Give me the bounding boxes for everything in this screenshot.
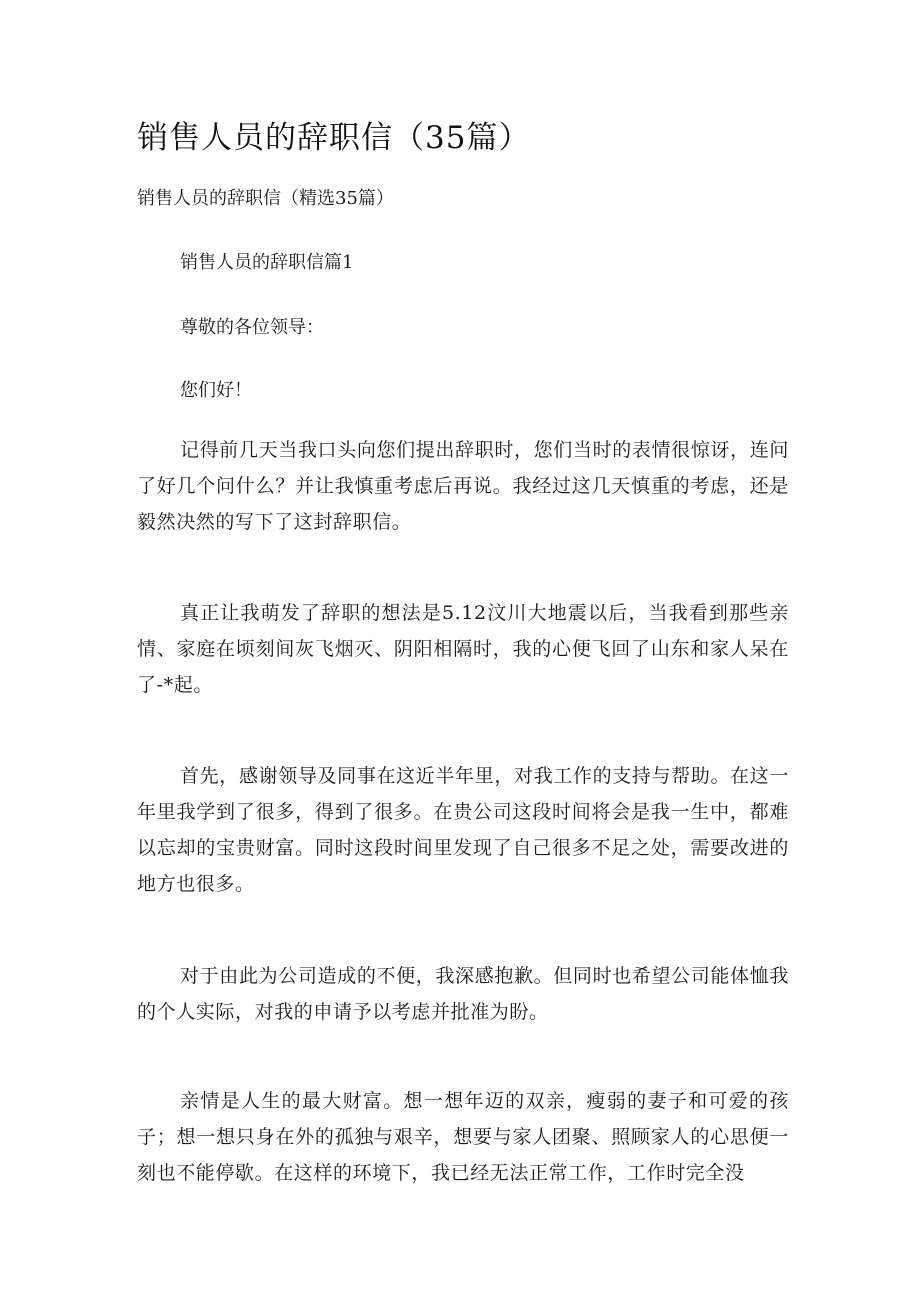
greeting: 您们好！	[180, 380, 252, 401]
body-paragraph: 对于由此为公司造成的不便，我深感抱歉。但同时也希望公司能体恤我的个人实际，对我的申请予以考虑并批准为盼。	[137, 965, 789, 1023]
document-subtitle: 销售人员的辞职信（精选35篇）	[137, 188, 394, 209]
body-paragraph: 真正让我萌发了辞职的想法是5.12汶川大地震以后，当我看到那些亲情、家庭在顷刻间灰飞烟灭、阴阳相隔时，我的心便飞回了山东和家人呆在了-*起。	[137, 602, 789, 696]
section-heading: 销售人员的辞职信篇1	[180, 252, 354, 273]
body-paragraph: 记得前几天当我口头向您们提出辞职时，您们当时的表情很惊讶，连问了好几个问什么？并让我慎重考虑后再说。我经过这几天慎重的考虑，还是毅然决然的写下了这封辞职信。	[137, 439, 789, 533]
body-paragraph: 首先，感谢领导及同事在这近半年里，对我工作的支持与帮助。在这一年里我学到了很多，得到了很多。在贵公司这段时间将会是我一生中，都难以忘却的宝贵财富。同时这段时间里发现了自己很多不足之处，需要改进的地方也很多。	[137, 765, 789, 895]
document-title: 销售人员的辞职信（35篇）	[137, 120, 531, 156]
body-paragraph: 亲情是人生的最大财富。想一想年迈的双亲，瘦弱的妻子和可爱的孩子；想一想只身在外的孤独与艰辛，想要与家人团聚、照顾家人的心思便一刻也不能停歇。在这样的环境下，我已经无法正常工作，工作时完全没	[137, 1090, 789, 1184]
salutation: 尊敬的各位领导：	[180, 317, 324, 338]
